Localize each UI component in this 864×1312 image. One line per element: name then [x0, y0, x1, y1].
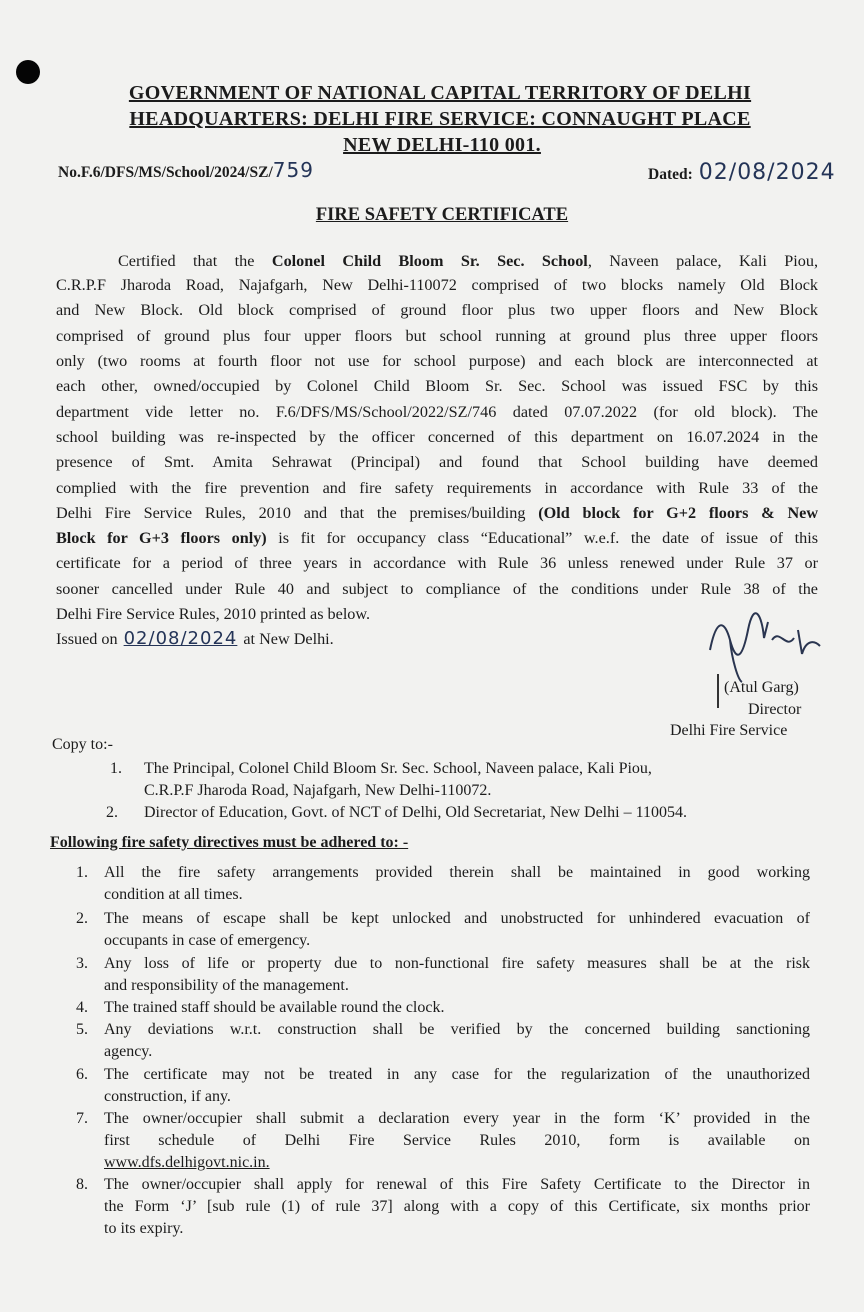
signatory-department: Delhi Fire Service	[670, 722, 788, 739]
directives-heading: Following fire safety directives must be adhered to: -	[50, 834, 409, 851]
certificate-title: FIRE SAFETY CERTIFICATE	[315, 205, 569, 225]
body-line	[56, 529, 818, 548]
directive-line: first schedule of Delhi Fire Service Rules 2010, form is available on	[104, 1132, 810, 1149]
body-bold-text: Block for G+3 floors only)	[56, 529, 267, 547]
body-line: presence of Smt. Amita Sehrawat (Principal) and found that School building have deemed	[56, 453, 818, 471]
body-line	[56, 252, 818, 271]
school-name: Colonel Child Bloom Sr. Sec. School	[271, 252, 588, 270]
body-line: sooner cancelled under Rule 40 and subject to compliance of the conditions under Rule 38 of the	[56, 580, 818, 598]
dated-field	[648, 160, 836, 185]
directive-number: 5.	[76, 1021, 88, 1038]
body-line: Delhi Fire Service Rules, 2010 printed as below.	[56, 605, 371, 623]
directive-line: Any loss of life or property due to non-functional fire safety measures shall be at the risk	[104, 955, 810, 972]
directive-line: construction, if any.	[104, 1088, 231, 1105]
body-text: , Naveen palace, Kali Piou,	[587, 252, 818, 270]
body-line: certificate for a period of three years in accordance with Rule 36 unless renewed under Rule 37 or	[56, 554, 818, 572]
copy-item-line: C.R.P.F Jharoda Road, Najafgarh, New Delhi-110072.	[144, 782, 492, 799]
issued-label: Issued on	[56, 630, 118, 648]
directive-line: The means of escape shall be kept unlocked and unobstructed for unhindered evacuation of	[104, 910, 810, 927]
directive-line: agency.	[104, 1043, 153, 1060]
directive-number: 7.	[76, 1110, 88, 1127]
body-bold-text: (Old block for G+2 floors & New	[538, 504, 819, 522]
body-line	[56, 504, 818, 523]
body-line: school building was re-inspected by the officer concerned of this department on 16.07.2024 in the	[56, 428, 818, 446]
directive-line: The certificate may not be treated in any case for the regularization of the unauthorized	[104, 1066, 810, 1083]
directive-line: and responsibility of the management.	[104, 977, 349, 994]
directive-line: to its expiry.	[104, 1220, 184, 1237]
signatory-designation: Director	[748, 701, 802, 718]
body-text: Certified that the	[118, 252, 255, 270]
body-line: only (two rooms at fourth floor not use for school purpose) and each block are interconnected at	[56, 352, 818, 370]
issued-place: at New Delhi.	[243, 630, 334, 648]
directive-line: All the fire safety arrangements provided therein shall be maintained in good working	[104, 864, 810, 881]
directive-line: the Form ‘J’ [sub rule (1) of rule 37] along with a copy of this Certificate, six months prior	[104, 1198, 810, 1215]
header-line-3: NEW DELHI-110 001.	[343, 134, 541, 156]
directive-number: 2.	[76, 910, 88, 927]
handwritten-date: 02/08/2024	[698, 160, 836, 185]
directive-line: The trained staff should be available round the clock.	[104, 999, 445, 1016]
body-line: each other, owned/occupied by Colonel Child Bloom Sr. Sec. School was issued FSC by this	[56, 377, 818, 395]
copy-item-line: The Principal, Colonel Child Bloom Sr. Sec. School, Naveen palace, Kali Piou,	[144, 760, 652, 777]
directive-line: occupants in case of emergency.	[104, 932, 311, 949]
body-line: complied with the fire prevention and fire safety requirements in accordance with Rule 33 of the	[56, 479, 818, 497]
body-line: and New Block. Old block comprised of ground floor plus two upper floors and New Block	[56, 301, 818, 319]
copy-to-label: Copy to:-	[52, 736, 113, 753]
directive-number: 6.	[76, 1066, 88, 1083]
body-text: is fit for occupancy class “Educational” w.e.f. the date of issue of this	[278, 529, 819, 547]
handwritten-reference-no: 759	[272, 158, 314, 182]
copy-item-number: 2.	[106, 804, 118, 821]
dfs-website-link[interactable]: www.dfs.delhigovt.nic.in.	[104, 1154, 270, 1171]
body-text: Delhi Fire Service Rules, 2010 and that the premises/building	[56, 504, 526, 522]
copy-item-number: 1.	[110, 760, 122, 777]
header-line-2: HEADQUARTERS: DELHI FIRE SERVICE: CONNAUGHT PLACE	[129, 108, 751, 130]
body-line: C.R.P.F Jharoda Road, Najafgarh, New Delhi-110072 comprised of two blocks namely Old Block	[56, 276, 818, 294]
reference-prefix: No.F.6/DFS/MS/School/2024/SZ/	[58, 164, 273, 181]
signature-mark	[717, 674, 719, 708]
signature-scribble	[702, 610, 822, 690]
directive-line: The owner/occupier shall submit a declaration every year in the form ‘K’ provided in the	[104, 1110, 810, 1127]
directive-number: 8.	[76, 1176, 88, 1193]
directive-number: 3.	[76, 955, 88, 972]
punch-hole-mark	[16, 60, 40, 84]
directive-number: 1.	[76, 864, 88, 881]
directive-line	[104, 1154, 810, 1172]
body-line: comprised of ground plus four upper floors but school running at ground plus three upper floors	[56, 327, 818, 345]
reference-number	[58, 158, 314, 182]
handwritten-issued-date: 02/08/2024	[123, 628, 238, 649]
directive-line: Any deviations w.r.t. construction shall be verified by the concerned building sanctioning	[104, 1021, 810, 1038]
body-line: department vide letter no. F.6/DFS/MS/School/2022/SZ/746 dated 07.07.2022 (for old block). The	[56, 403, 818, 421]
signatory-name: (Atul Garg)	[724, 679, 799, 696]
copy-item-line: Director of Education, Govt. of NCT of Delhi, Old Secretariat, New Delhi – 110054.	[144, 804, 687, 821]
directive-line: The owner/occupier shall apply for renewal of this Fire Safety Certificate to the Director in	[104, 1176, 810, 1193]
directive-line: condition at all times.	[104, 886, 243, 903]
header-line-1: GOVERNMENT OF NATIONAL CAPITAL TERRITORY OF DELHI	[128, 82, 752, 104]
directive-number: 4.	[76, 999, 88, 1016]
dated-label: Dated:	[648, 166, 693, 183]
